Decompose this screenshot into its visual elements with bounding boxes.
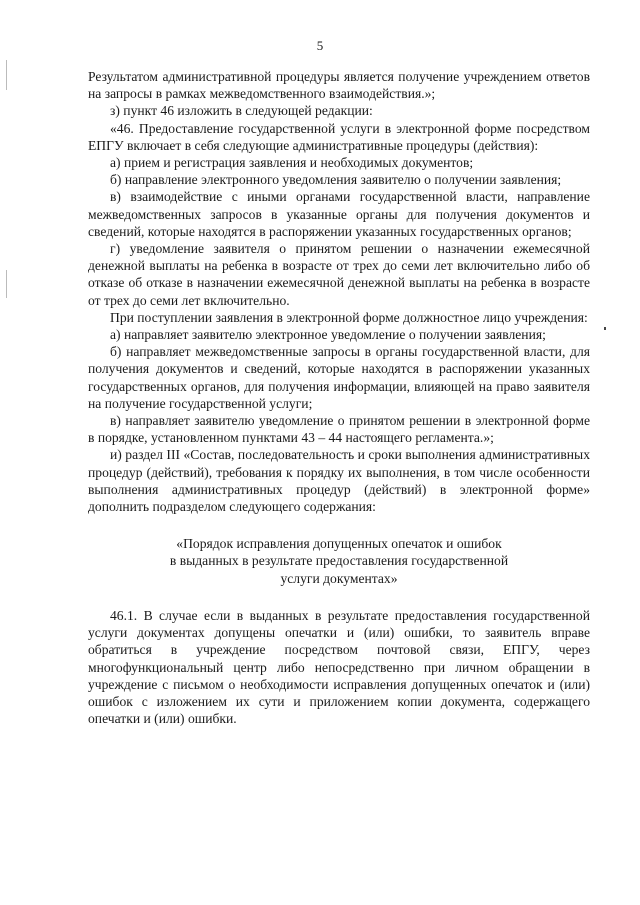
paragraph-item-i: и) раздел III «Состав, последовательность и сроки выполнения административных процедур (действий), требования к порядку их выполнения, в том числе особенности выполнения административных процедур (действий) в электронной форме» дополнить подразделом следующего содержания: [88,447,590,515]
section-title-line-3: услуги документах» [280,570,398,586]
paragraph-receipt-v: в) направляет заявителю уведомление о принятом решении в электронной форме в порядке, установленном пунктами 43 – 44 настоящего регламента.»; [88,413,590,446]
section-title-line-2: в выданных в результате предоставления государственной [169,553,509,569]
document-body [88,68,590,727]
page-number: 5 [316,38,324,53]
paragraph-result: Результатом административной процедуры является получение учреждением ответов на запросы в рамках межведомственного взаимодействия.»; [88,69,590,102]
scan-speck [604,327,606,330]
paragraph-item-z: з) пункт 46 изложить в следующей редакции: [110,103,373,119]
paragraph-46-a: а) прием и регистрация заявления и необходимых документов; [110,155,474,171]
paragraph-receipt-b: б) направляет межведомственные запросы в органы государственной власти, для получения документов и сведений, которые находятся в распоряжении указанных государственных органов, для получения информации, влияющей на право заявителя на получение государственной услуги; [88,344,590,411]
paragraph-46: «46. Предоставление государственной услуги в электронной форме посредством ЕПГУ включает в себя следующие административные процедуры (действия): [88,120,590,153]
paragraph-electronic-receipt: При поступлении заявления в электронной форме должностное лицо учреждения: [110,309,588,325]
section-title-line-1: «Порядок исправления допущенных опечаток и ошибок [176,536,502,552]
paragraph-46-1: 46.1. В случае если в выданных в результате предоставления государственной услуги документах допущены опечатки и (или) ошибки, то заявитель вправе обратиться в учреждение посредством почтовой связи, ЕПГУ, через многофункциональный центр либо непосредственно при личном обращении в учреждение с письмом о необходимости исправления допущенных опечаток и (или) ошибок с изложением их сути и приложением копии документа, содержащего опечатки и (или) ошибки. [88,607,590,727]
paragraph-46-b: б) направление электронного уведомления заявителю о получении заявления; [110,172,562,188]
scan-margin-mark [6,60,7,90]
paragraph-46-g: г) уведомление заявителя о принятом решении о назначении ежемесячной денежной выплаты на ребенка в возрасте от трех до семи лет включительно либо об отказе об отказе в назначении ежемесячной денежной выплаты на ребенка в возрасте от трех до семи лет включительно. [88,241,590,308]
scan-margin-mark [6,270,7,298]
paragraph-receipt-a: а) направляет заявителю электронное уведомление о получении заявления; [110,327,546,343]
paragraph-46-v: в) взаимодействие с иными органами государственной власти, направление межведомственных запросов в указанные органы для получения документов и сведений, которые находятся в распоряжении указанных государственных органов; [88,189,590,239]
section-title [88,535,590,587]
